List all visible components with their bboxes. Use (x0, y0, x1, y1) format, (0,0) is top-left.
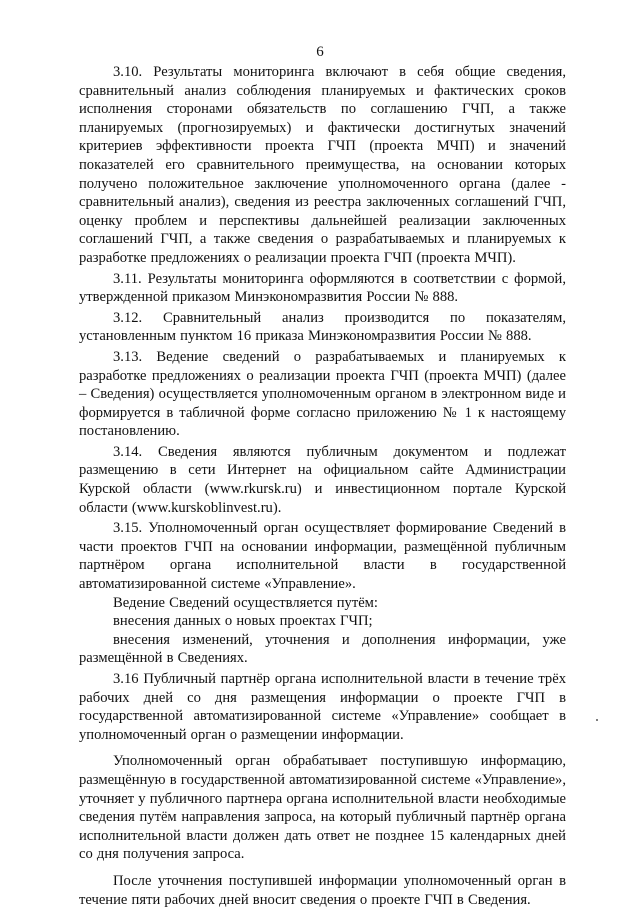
paragraph-3-10: 3.10. Результаты мониторинга включают в себя общие сведения, сравнительный анализ соблюдения планируемых и фактических сроков исполнения сторонами обязательств по соглашению ГЧП, а также планируемых (прогнозируемых) и фактически достигнутых значений критериев эффективности проекта ГЧП (проекта МЧП) и значений показателей его сравнительного преимущества, на основании которых получено положительное заключение уполномоченного органа (далее - сравнительный анализ), сведения из реестра заключенных соглашений ГЧП, оценку проблем и перспективы дальнейшей реализации заключенных соглашений ГЧП, а также сведения о разрабатываемых и планируемых к разработке предложениях о реализации проекта ГЧП (проекта МЧП). (79, 64, 566, 266)
paragraph-3-13: 3.13. Ведение сведений о разрабатываемых и планируемых к разработке предложениях о реализации проекта ГЧП (проекта МЧП) (далее – Сведения) осуществляется уполномоченным органом в электронном виде и формируется в табличной форме согласно приложению № 1 к настоящему постановлению. (79, 348, 566, 440)
paragraph-processing: Уполномоченный орган обрабатывает поступившую информацию, размещённую в государственной автоматизированной системе «Управление», уточняет у публичного партнера органа исполнительной власти необходимые сведения путём направления запроса, на который публичный партнёр органа исполнительной власти должен дать ответ не позднее 15 календарных дней со дня получения запроса. (79, 753, 566, 863)
paragraph-3-12: 3.12. Сравнительный анализ производится по показателям, установленным пунктом 16 приказа Минэкономразвития России № 888. (79, 309, 566, 345)
paragraph-list-item-changes: внесения изменений, уточнения и дополнения информации, уже размещённой в Сведениях. (79, 631, 566, 667)
paragraph-list-item-new-data: внесения данных о новых проектах ГЧП; (113, 613, 373, 630)
paragraph-final: После уточнения поступившей информации уполномоченный орган в течение пяти рабочих дней вносит сведения о проекте ГЧП в Сведения. (79, 872, 566, 908)
paragraph-3-16: 3.16 Публичный партнёр органа исполнительной власти в течение трёх рабочих дней со дня размещения информации о проекте ГЧП в государственной автоматизированной системе «Управление» сообщает в уполномоченный орган о размещении информации. (79, 671, 566, 743)
scan-speck (596, 719, 598, 721)
paragraph-3-15: 3.15. Уполномоченный орган осуществляет формирование Сведений в части проектов ГЧП на основании информации, размещённой публичным партнёром органа исполнительной власти в государственной автоматизированной системе «Управление». (79, 520, 566, 593)
paragraph-3-11: 3.11. Результаты мониторинга оформляются в соответствии с формой, утвержденной приказом Минэкономразвития России № 888. (79, 270, 566, 306)
document-body (79, 63, 566, 909)
paragraph-maintenance-intro: Ведение Сведений осуществляется путём: (113, 594, 378, 611)
page-number: 6 (316, 44, 324, 60)
paragraph-3-14: 3.14. Сведения являются публичным документом и подлежат размещению в сети Интернет на официальном сайте Администрации Курской области (www.rkursk.ru) и инвестиционном портале Курской области (www.kurskoblinvest.ru). (79, 443, 566, 516)
